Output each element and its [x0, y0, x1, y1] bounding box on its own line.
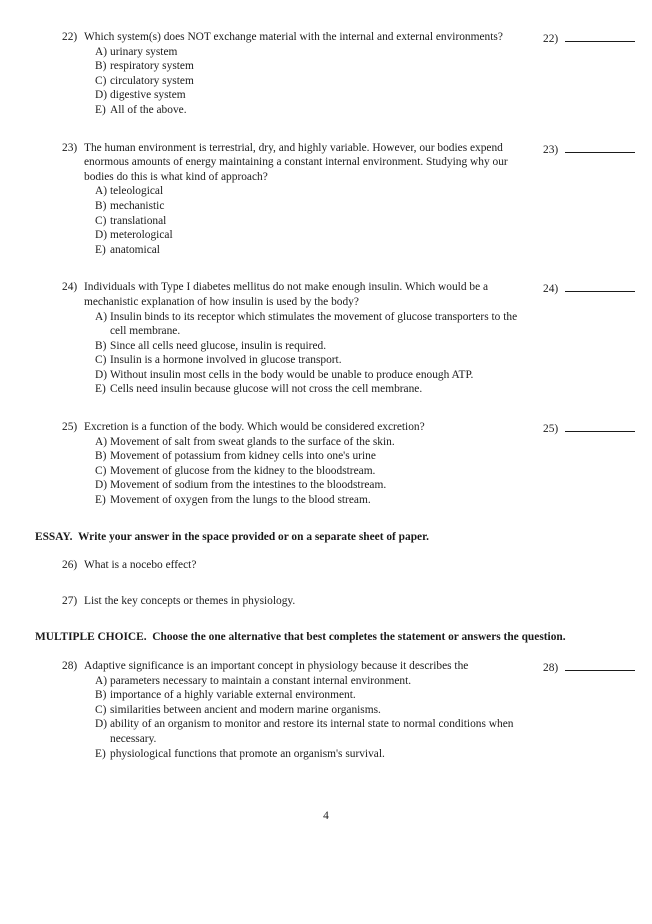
answer-blank[interactable]: [565, 280, 635, 292]
option-label: B): [95, 450, 107, 463]
question-body: [35, 280, 530, 397]
option-text: All of the above.: [110, 103, 187, 116]
option-label: A): [95, 674, 108, 687]
option-item[interactable]: [35, 449, 530, 464]
question-number: 22): [62, 31, 78, 43]
option-label: E): [95, 243, 106, 256]
page-content: [35, 30, 635, 775]
option-label: A): [95, 185, 108, 198]
question-text: Individuals with Type I diabetes mellitus do not make enough insulin. Which would be a mechanistic explanation of how insulin is used by the body?: [84, 281, 489, 308]
option-label: E): [95, 383, 106, 396]
answer-slot: [543, 420, 635, 437]
question-body: [35, 30, 530, 118]
option-text: urinary system: [110, 45, 178, 58]
option-item[interactable]: [35, 74, 530, 89]
question-block: [35, 30, 635, 118]
option-label: A): [95, 310, 108, 323]
option-item[interactable]: [35, 478, 530, 493]
multiple-choice-section-header: MULTIPLE CHOICE. Choose the one alternative that best completes the statement or answers the question.: [35, 631, 566, 644]
option-text: Without insulin most cells in the body would be unable to produce enough ATP.: [110, 368, 474, 381]
essay-item: [35, 558, 635, 573]
option-label: D): [95, 368, 108, 381]
question-stem: [35, 141, 530, 185]
question-number: 23): [62, 141, 78, 154]
option-label: C): [95, 464, 107, 477]
option-item[interactable]: [35, 199, 530, 214]
option-label: A): [95, 45, 108, 58]
option-item[interactable]: [35, 214, 530, 229]
option-label: B): [95, 339, 107, 352]
option-item[interactable]: [35, 310, 530, 339]
option-label: D): [95, 89, 108, 102]
question-text: Adaptive significance is an important concept in physiology because it describes the: [84, 660, 469, 672]
option-item[interactable]: [35, 688, 530, 703]
option-text: Cells need insulin because glucose will not cross the cell membrane.: [110, 383, 423, 396]
option-item[interactable]: [35, 703, 530, 718]
option-list: [35, 310, 530, 398]
answer-number: 28): [543, 662, 559, 674]
answer-slot: [543, 659, 635, 676]
essay-number: 27): [62, 594, 78, 607]
question-stem: [35, 280, 530, 309]
option-item[interactable]: [35, 717, 530, 746]
question-number: 25): [62, 421, 78, 434]
option-list: [35, 184, 530, 257]
option-item[interactable]: [35, 674, 530, 689]
option-text: Movement of salt from sweat glands to the surface of the skin.: [110, 435, 395, 448]
option-text: circulatory system: [110, 74, 194, 87]
option-text: respiratory system: [110, 60, 194, 73]
option-label: B): [95, 60, 107, 73]
answer-slot: [543, 30, 635, 47]
essay-section-header: ESSAY. Write your answer in the space provided or on a separate sheet of paper.: [35, 530, 429, 543]
option-item[interactable]: [35, 493, 530, 508]
option-label: D): [95, 718, 108, 731]
option-text: Since all cells need glucose, insulin is required.: [110, 339, 327, 352]
option-item[interactable]: [35, 59, 530, 74]
essay-item: [35, 594, 635, 609]
question-body: [35, 659, 530, 761]
question-stem: [35, 659, 530, 674]
option-text: translational: [110, 214, 167, 227]
essay-text: What is a nocebo effect?: [84, 559, 197, 572]
question-text: Excretion is a function of the body. Which would be considered excretion?: [84, 421, 425, 434]
answer-slot: [543, 141, 635, 158]
option-item[interactable]: [35, 368, 530, 383]
option-item[interactable]: [35, 88, 530, 103]
option-text: importance of a highly variable external environment.: [110, 689, 356, 702]
option-item[interactable]: [35, 435, 530, 450]
option-text: Movement of glucose from the kidney to the bloodstream.: [110, 464, 376, 477]
option-label: A): [95, 435, 108, 448]
option-label: E): [95, 747, 106, 760]
essay-text: List the key concepts or themes in physiology.: [84, 594, 296, 607]
answer-blank[interactable]: [565, 420, 635, 432]
option-text: meterological: [110, 229, 173, 242]
option-label: D): [95, 479, 108, 492]
option-text: similarities between ancient and modern marine organisms.: [110, 703, 381, 716]
option-item[interactable]: [35, 382, 530, 397]
option-text: physiological functions that promote an organism's survival.: [110, 747, 385, 760]
option-item[interactable]: [35, 45, 530, 60]
answer-slot: [543, 280, 635, 297]
question-body: [35, 420, 530, 508]
question-block: [35, 141, 635, 258]
question-block: [35, 280, 635, 397]
option-list: [35, 674, 530, 762]
option-text: ability of an organism to monitor and restore its internal state to normal conditions when necessary.: [110, 718, 514, 745]
option-item[interactable]: [35, 184, 530, 199]
option-item[interactable]: [35, 353, 530, 368]
option-label: C): [95, 214, 107, 227]
option-item[interactable]: [35, 243, 530, 258]
option-item[interactable]: [35, 228, 530, 243]
question-block: [35, 420, 635, 508]
option-text: Movement of potassium from kidney cells into one's urine: [110, 450, 376, 463]
option-label: E): [95, 494, 106, 507]
question-number: 28): [62, 660, 78, 672]
question-number: 24): [62, 281, 78, 294]
question-stem: [35, 420, 530, 435]
option-text: Insulin is a hormone involved in glucose transport.: [110, 354, 342, 367]
option-item[interactable]: [35, 339, 530, 354]
option-text: Movement of oxygen from the lungs to the blood stream.: [110, 494, 371, 507]
answer-number: 24): [543, 283, 559, 296]
option-label: B): [95, 199, 107, 212]
answer-number: 23): [543, 143, 559, 156]
option-item[interactable]: [35, 103, 530, 118]
answer-blank[interactable]: [565, 30, 635, 42]
option-text: parameters necessary to maintain a constant internal environment.: [110, 674, 412, 687]
option-item[interactable]: [35, 464, 530, 479]
option-label: C): [95, 354, 107, 367]
option-label: D): [95, 229, 108, 242]
option-label: B): [95, 689, 107, 702]
page-number: 4: [323, 810, 329, 822]
essay-number: 26): [62, 559, 78, 572]
option-list: [35, 45, 530, 118]
question-stem: [35, 30, 530, 45]
option-list: [35, 435, 530, 508]
option-text: digestive system: [110, 89, 186, 102]
option-label: C): [95, 703, 107, 716]
option-text: Movement of sodium from the intestines to the bloodstream.: [110, 479, 387, 492]
question-text: Which system(s) does NOT exchange material with the internal and external environments?: [84, 31, 503, 43]
option-item[interactable]: [35, 747, 530, 762]
answer-number: 25): [543, 423, 559, 436]
option-label: E): [95, 103, 106, 116]
question-body: [35, 141, 530, 258]
option-text: teleological: [110, 185, 164, 198]
question-text: The human environment is terrestrial, dry, and highly variable. However, our bodies expend enormous amounts of energy maintaining a constant internal environment. Studying why our bodies do this is what kind of approach?: [84, 141, 508, 183]
question-block: [35, 659, 635, 761]
answer-number: 22): [543, 33, 559, 45]
option-label: C): [95, 74, 107, 87]
option-text: anatomical: [110, 243, 160, 256]
option-text: Insulin binds to its receptor which stimulates the movement of glucose transporters to the cell membrane.: [110, 310, 518, 338]
option-text: mechanistic: [110, 199, 165, 212]
answer-blank[interactable]: [565, 659, 635, 671]
answer-blank[interactable]: [565, 141, 635, 153]
